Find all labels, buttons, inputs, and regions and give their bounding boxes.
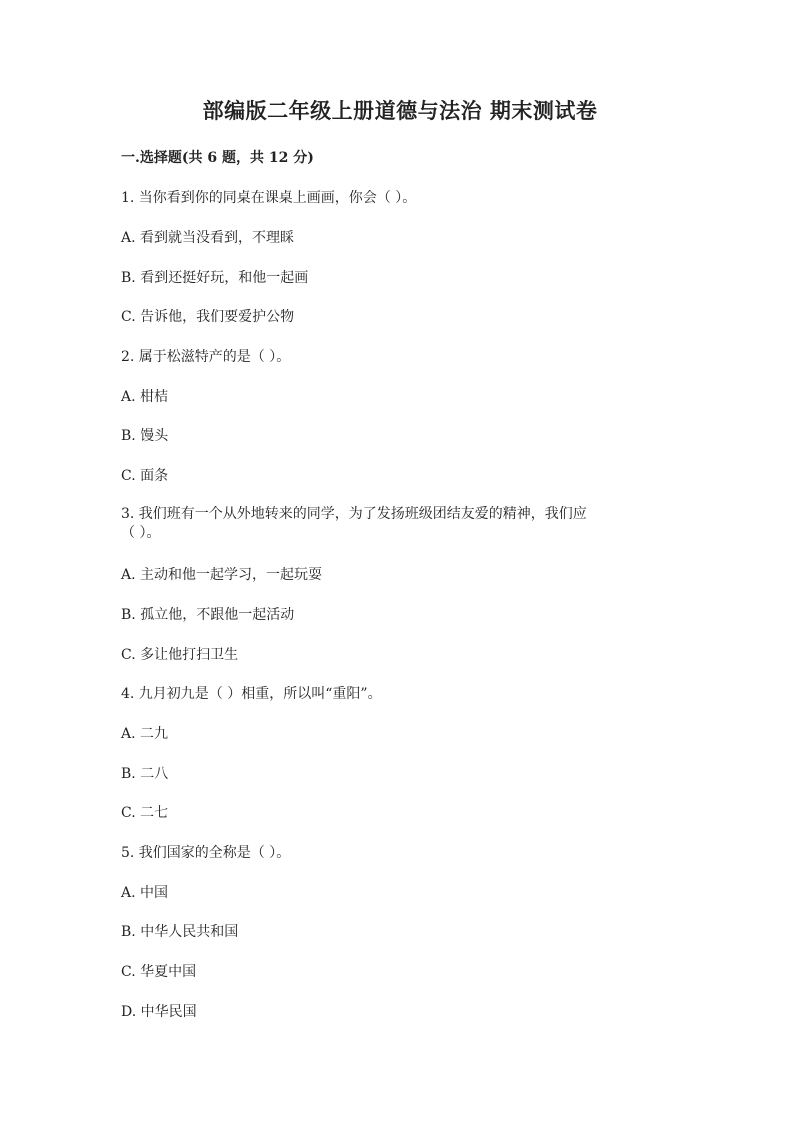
question-4-option-b: B. 二八 [121, 766, 169, 782]
question-3-stem-line-2: （ ）。 [121, 525, 161, 541]
question-3-stem [121, 505, 681, 543]
question-3-option-a: A. 主动和他一起学习，一起玩耍 [121, 567, 323, 583]
question-4-stem: 4. 九月初九是（ ）相重，所以叫“重阳”。 [121, 686, 382, 702]
question-2-option-c: C. 面条 [121, 468, 169, 484]
question-3-stem-line-1: 3. 我们班有一个从外地转来的同学，为了发扬班级团结友爱的精神，我们应 [121, 506, 587, 522]
question-2-stem: 2. 属于松滋特产的是（ ）。 [121, 349, 291, 365]
question-3-option-c: C. 多让他打扫卫生 [121, 647, 239, 663]
question-5-stem: 5. 我们国家的全称是（ ）。 [121, 845, 291, 861]
question-1-option-a: A. 看到就当没看到，不理睬 [121, 230, 295, 246]
question-5-option-c: C. 华夏中国 [121, 964, 197, 980]
question-1-stem: 1. 当你看到你的同桌在课桌上画画，你会（ ）。 [121, 190, 417, 206]
question-4-option-c: C. 二七 [121, 805, 169, 821]
question-5-option-b: B. 中华人民共和国 [121, 924, 239, 940]
question-5-option-d: D. 中华民国 [121, 1004, 197, 1020]
question-4-option-a: A. 二九 [121, 726, 169, 742]
question-3-option-b: B. 孤立他，不跟他一起活动 [121, 607, 295, 623]
question-2-option-a: A. 柑桔 [121, 389, 169, 405]
section-heading: 一.选择题(共 6 题，共 12 分) [121, 150, 314, 166]
exam-title: 部编版二年级上册道德与法治 期末测试卷 [202, 98, 598, 123]
question-1-option-b: B. 看到还挺好玩，和他一起画 [121, 270, 309, 286]
question-2-option-b: B. 馒头 [121, 428, 169, 444]
question-5-option-a: A. 中国 [121, 885, 169, 901]
question-1-option-c: C. 告诉他，我们要爱护公物 [121, 309, 295, 325]
